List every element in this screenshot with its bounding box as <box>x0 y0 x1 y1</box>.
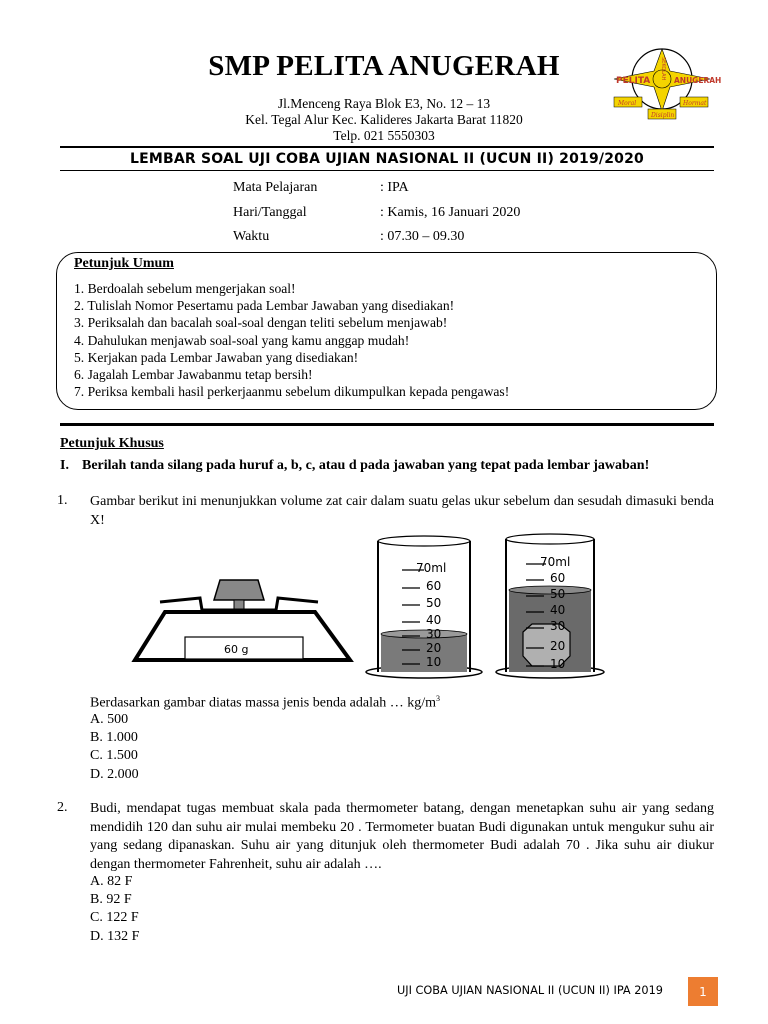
logo-right-word: ANUGERAH <box>674 76 722 85</box>
list-item: 4. Dahulukan menjawab soal-soal yang kamu anggap mudah! <box>74 332 410 348</box>
tick-label: 20 <box>426 641 442 655</box>
tick-label: 20 <box>550 639 566 653</box>
question-1-number: 1. <box>57 493 68 508</box>
option-d: D. 2.000 <box>90 766 139 782</box>
option-b: B. 1.000 <box>90 730 138 746</box>
question-2-options <box>90 873 139 946</box>
tick-label: 10 <box>550 657 566 671</box>
header-rule <box>60 146 714 148</box>
option-c: C. 1.500 <box>90 748 138 764</box>
general-instructions-title: Petunjuk Umum <box>74 256 174 271</box>
cylinder-before <box>366 536 482 678</box>
meta-date-label: Hari/Tanggal <box>233 205 307 220</box>
logo-left-word: PELITA <box>616 76 651 86</box>
option-b: B. 92 F <box>90 892 132 908</box>
logo-motto-bottom: Disiplin <box>651 112 675 119</box>
list-item: 2. Tulislah Nomor Pesertamu pada Lembar Jawaban yang disediakan! <box>74 298 455 314</box>
meta-time-label: Waktu <box>233 229 270 244</box>
question-1-options <box>90 711 139 784</box>
scale-illustration <box>135 580 350 660</box>
general-instructions-list <box>74 280 509 400</box>
list-item: 1. Berdoalah sebelum mengerjakan soal! <box>74 281 296 296</box>
cylinder-left-label: 70ml <box>416 561 447 575</box>
section-instruction: Berilah tanda silang pada huruf a, b, c, atau d pada jawaban yang tepat pada lembar jawaban! <box>82 458 650 473</box>
special-instructions-title: Petunjuk Khusus <box>60 436 164 451</box>
question-1-prompt <box>90 694 440 712</box>
logo-motto-left: Moral <box>618 100 637 107</box>
tick-label: 40 <box>426 613 442 627</box>
meta-time-value: : 07.30 – 09.30 <box>380 229 465 244</box>
cylinder-after <box>496 534 604 678</box>
tick-label: 10 <box>426 655 442 669</box>
question-1-prompt-sup: 3 <box>436 694 440 703</box>
title-rule <box>60 170 714 171</box>
exam-title: LEMBAR SOAL UJI COBA UJIAN NASIONAL II (UCUN II) 2019/2020 <box>130 151 644 167</box>
tick-label: 60 <box>550 571 566 585</box>
tick-label: 30 <box>550 619 566 633</box>
question-2-text: Budi, mendapat tugas membuat skala pada thermometer batang, dengan menetapkan suhu air yang sedang mendidih 120 dan suhu air mulai membeku 20 . Termometer buatan Budi digunakan untuk mengukur suhu air yang sedang dipanaskan. Suhu air yang ditunjuk oleh thermometer Budi adalah 70 . Jika suhu air diukur dengan thermometer Fahrenheit, suhu air adalah …. <box>90 801 714 873</box>
logo-motto-right: Hormat <box>683 100 707 107</box>
logo-top-word: SEKOLAH <box>660 57 666 81</box>
address-line-1: Jl.Menceng Raya Blok E3, No. 12 – 13 <box>277 96 491 111</box>
meta-date-value: : Kamis, 16 Januari 2020 <box>380 205 521 220</box>
list-item: 6. Jagalah Lembar Jawabanmu tetap bersih! <box>74 367 313 383</box>
question-1-text: Gambar berikut ini menunjukkan volume zat cair dalam suatu gelas ukur sebelum dan sesudah dimasuki benda X! <box>90 494 714 528</box>
question-1-figure <box>140 532 610 682</box>
question-1-prompt-text: Berdasarkan gambar diatas massa jenis benda adalah … kg/m <box>90 695 436 711</box>
list-item: 7. Periksa kembali hasil perkerjaanmu sebelum dikumpulkan kepada pengawas! <box>74 384 510 400</box>
tick-label: 30 <box>426 627 442 641</box>
tick-label: 60 <box>426 579 442 593</box>
section-rule <box>60 423 714 426</box>
list-item: 3. Periksalah dan bacalah soal-soal dengan teliti sebelum menjawab! <box>74 315 448 331</box>
option-a: A. 82 F <box>90 874 133 889</box>
cylinder-right-label: 70ml <box>540 555 571 569</box>
question-2-number: 2. <box>57 800 68 815</box>
school-name: SMP PELITA ANUGERAH <box>208 50 560 82</box>
tick-label: 40 <box>550 603 566 617</box>
scale-label: 60 g <box>224 643 249 656</box>
meta-subject-label: Mata Pelajaran <box>233 180 318 195</box>
tick-label: 50 <box>426 596 442 610</box>
footer-text: UJI COBA UJIAN NASIONAL II (UCUN II) IPA 2019 <box>397 984 663 997</box>
page-number: 1 <box>688 977 718 1006</box>
address-line-2: Kel. Tegal Alur Kec. Kalideres Jakarta Barat 11820 <box>245 112 523 127</box>
option-d: D. 132 F <box>90 928 140 944</box>
section-number: I. <box>60 458 69 473</box>
option-a: A. 500 <box>90 712 129 727</box>
option-c: C. 122 F <box>90 910 139 926</box>
phone: Telp. 021 5550303 <box>333 128 435 143</box>
list-item: 5. Kerjakan pada Lembar Jawaban yang disediakan! <box>74 349 359 365</box>
meta-subject-value: : IPA <box>380 180 409 195</box>
tick-label: 50 <box>550 587 566 601</box>
